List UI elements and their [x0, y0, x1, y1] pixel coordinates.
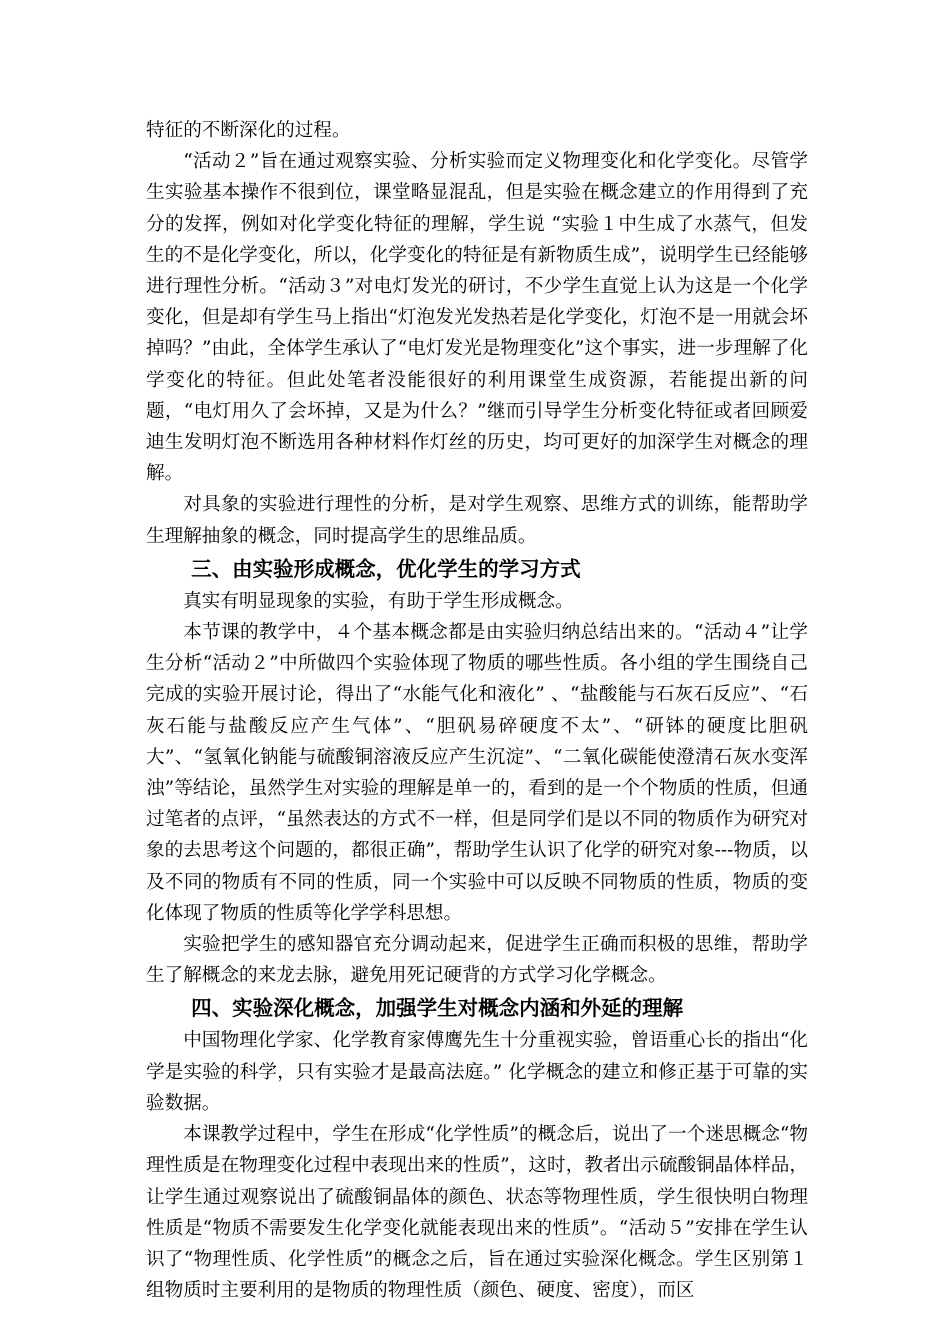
- paragraph-continuation: 特征的不断深化的过程。: [146, 120, 351, 141]
- section-heading-4: 四、实验深化概念，加强学生对概念内涵和外延的理解: [191, 996, 684, 1021]
- document-body: [146, 115, 808, 1306]
- paragraph-fu-ying-quote: 中国物理化学家、化学教育家傅鹰先生十分重视实验，曾语重心长的指出“化学是实验的科学，只有实验才是最高法庭。” 化学概念的建立和修正基于可靠的实验数据。: [146, 1030, 808, 1114]
- paragraph-activity-5: 本课教学过程中，学生在形成“化学性质”的概念后，说出了一个迷思概念“物理性质是在物理变化过程中表现出来的性质”，这时，教者出示硫酸铜晶体样品，让学生通过观察说出了硫酸铜晶体的颜色、状态等物理性质，学生很快明白物理性质是“物质不需要发生化学变化就能表现出来的性质”。“活动５”安排在学生认识了“物理性质、化学性质”的概念之后，旨在通过实验深化概念。学生区别第１组物质时主要利用的是物质的物理性质（颜色、硬度、密度），而区: [146, 1124, 808, 1302]
- paragraph-senses: 实验把学生的感知器官充分调动起来，促进学生正确而积极的思维，帮助学生了解概念的来龙去脉，避免用死记硬背的方式学习化学概念。: [146, 934, 808, 987]
- paragraph-real-experiment: 真实有明显现象的实验，有助于学生形成概念。: [183, 590, 574, 612]
- section-heading-3: 三、由实验形成概念，优化学生的学习方式: [191, 556, 581, 581]
- paragraph-activity-4: 本节课的教学中，４个基本概念都是由实验归纳总结出来的。“活动４”让学生分析“活动２”中所做四个实验体现了物质的哪些性质。各小组的学生围绕自己完成的实验开展讨论，得出了“水能气化和液化” 、“盐酸能与石灰石反应”、“石灰石能与盐酸反应产生气体”、“胆矾易碎硬度不太”、“研钵的硬度比胆矾大”、“氢氧化钠能与硫酸铜溶液反应产生沉淀”、“二氧化碳能使澄清石灰水变浑浊”等结论，虽然学生对实验的理解是单一的，看到的是一个个物质的性质，但通过笔者的点评，“虽然表达的方式不一样，但是同学们是以不同的物质作为研究对象的去思考这个问题的，都很正确”，帮助学生认识了化学的研究对象---物质，以及不同的物质有不同的性质，同一个实验中可以反映不同物质的性质，物质的变化体现了物质的性质等化学学科思想。: [146, 622, 808, 924]
- paragraph-activity-2: “活动２”旨在通过观察实验、分析实验而定义物理变化和化学变化。尽管学生实验基本操作不很到位，课堂略显混乱，但是实验在概念建立的作用得到了充分的发挥，例如对化学变化特征的理解，学生说 “实验１中生成了水蒸气，但发生的不是化学变化，所以，化学变化的特征是有新物质生成”，说明学生已经能够进行理性分析。“活动３”对电灯发光的研讨，不少学生直觉上认为这是一个化学变化，但是却有学生马上指出“灯泡发光发热若是化学变化，灯泡不是一用就会坏掉吗？”由此，全体学生承认了“电灯发光是物理变化”这个事实，进一步理解了化学变化的特征。但此处笔者没能很好的利用课堂生成资源，若能提出新的问题，“电灯用久了会坏掉，又是为什么？”继而引导学生分析变化特征或者回顾爱迪生发明灯泡不断选用各种材料作灯丝的历史，均可更好的加深学生对概念的理解。: [146, 151, 808, 485]
- paragraph-rational-analysis: 对具象的实验进行理性的分析，是对学生观察、思维方式的训练，能帮助学生理解抽象的概念，同时提高学生的思维品质。: [146, 494, 808, 547]
